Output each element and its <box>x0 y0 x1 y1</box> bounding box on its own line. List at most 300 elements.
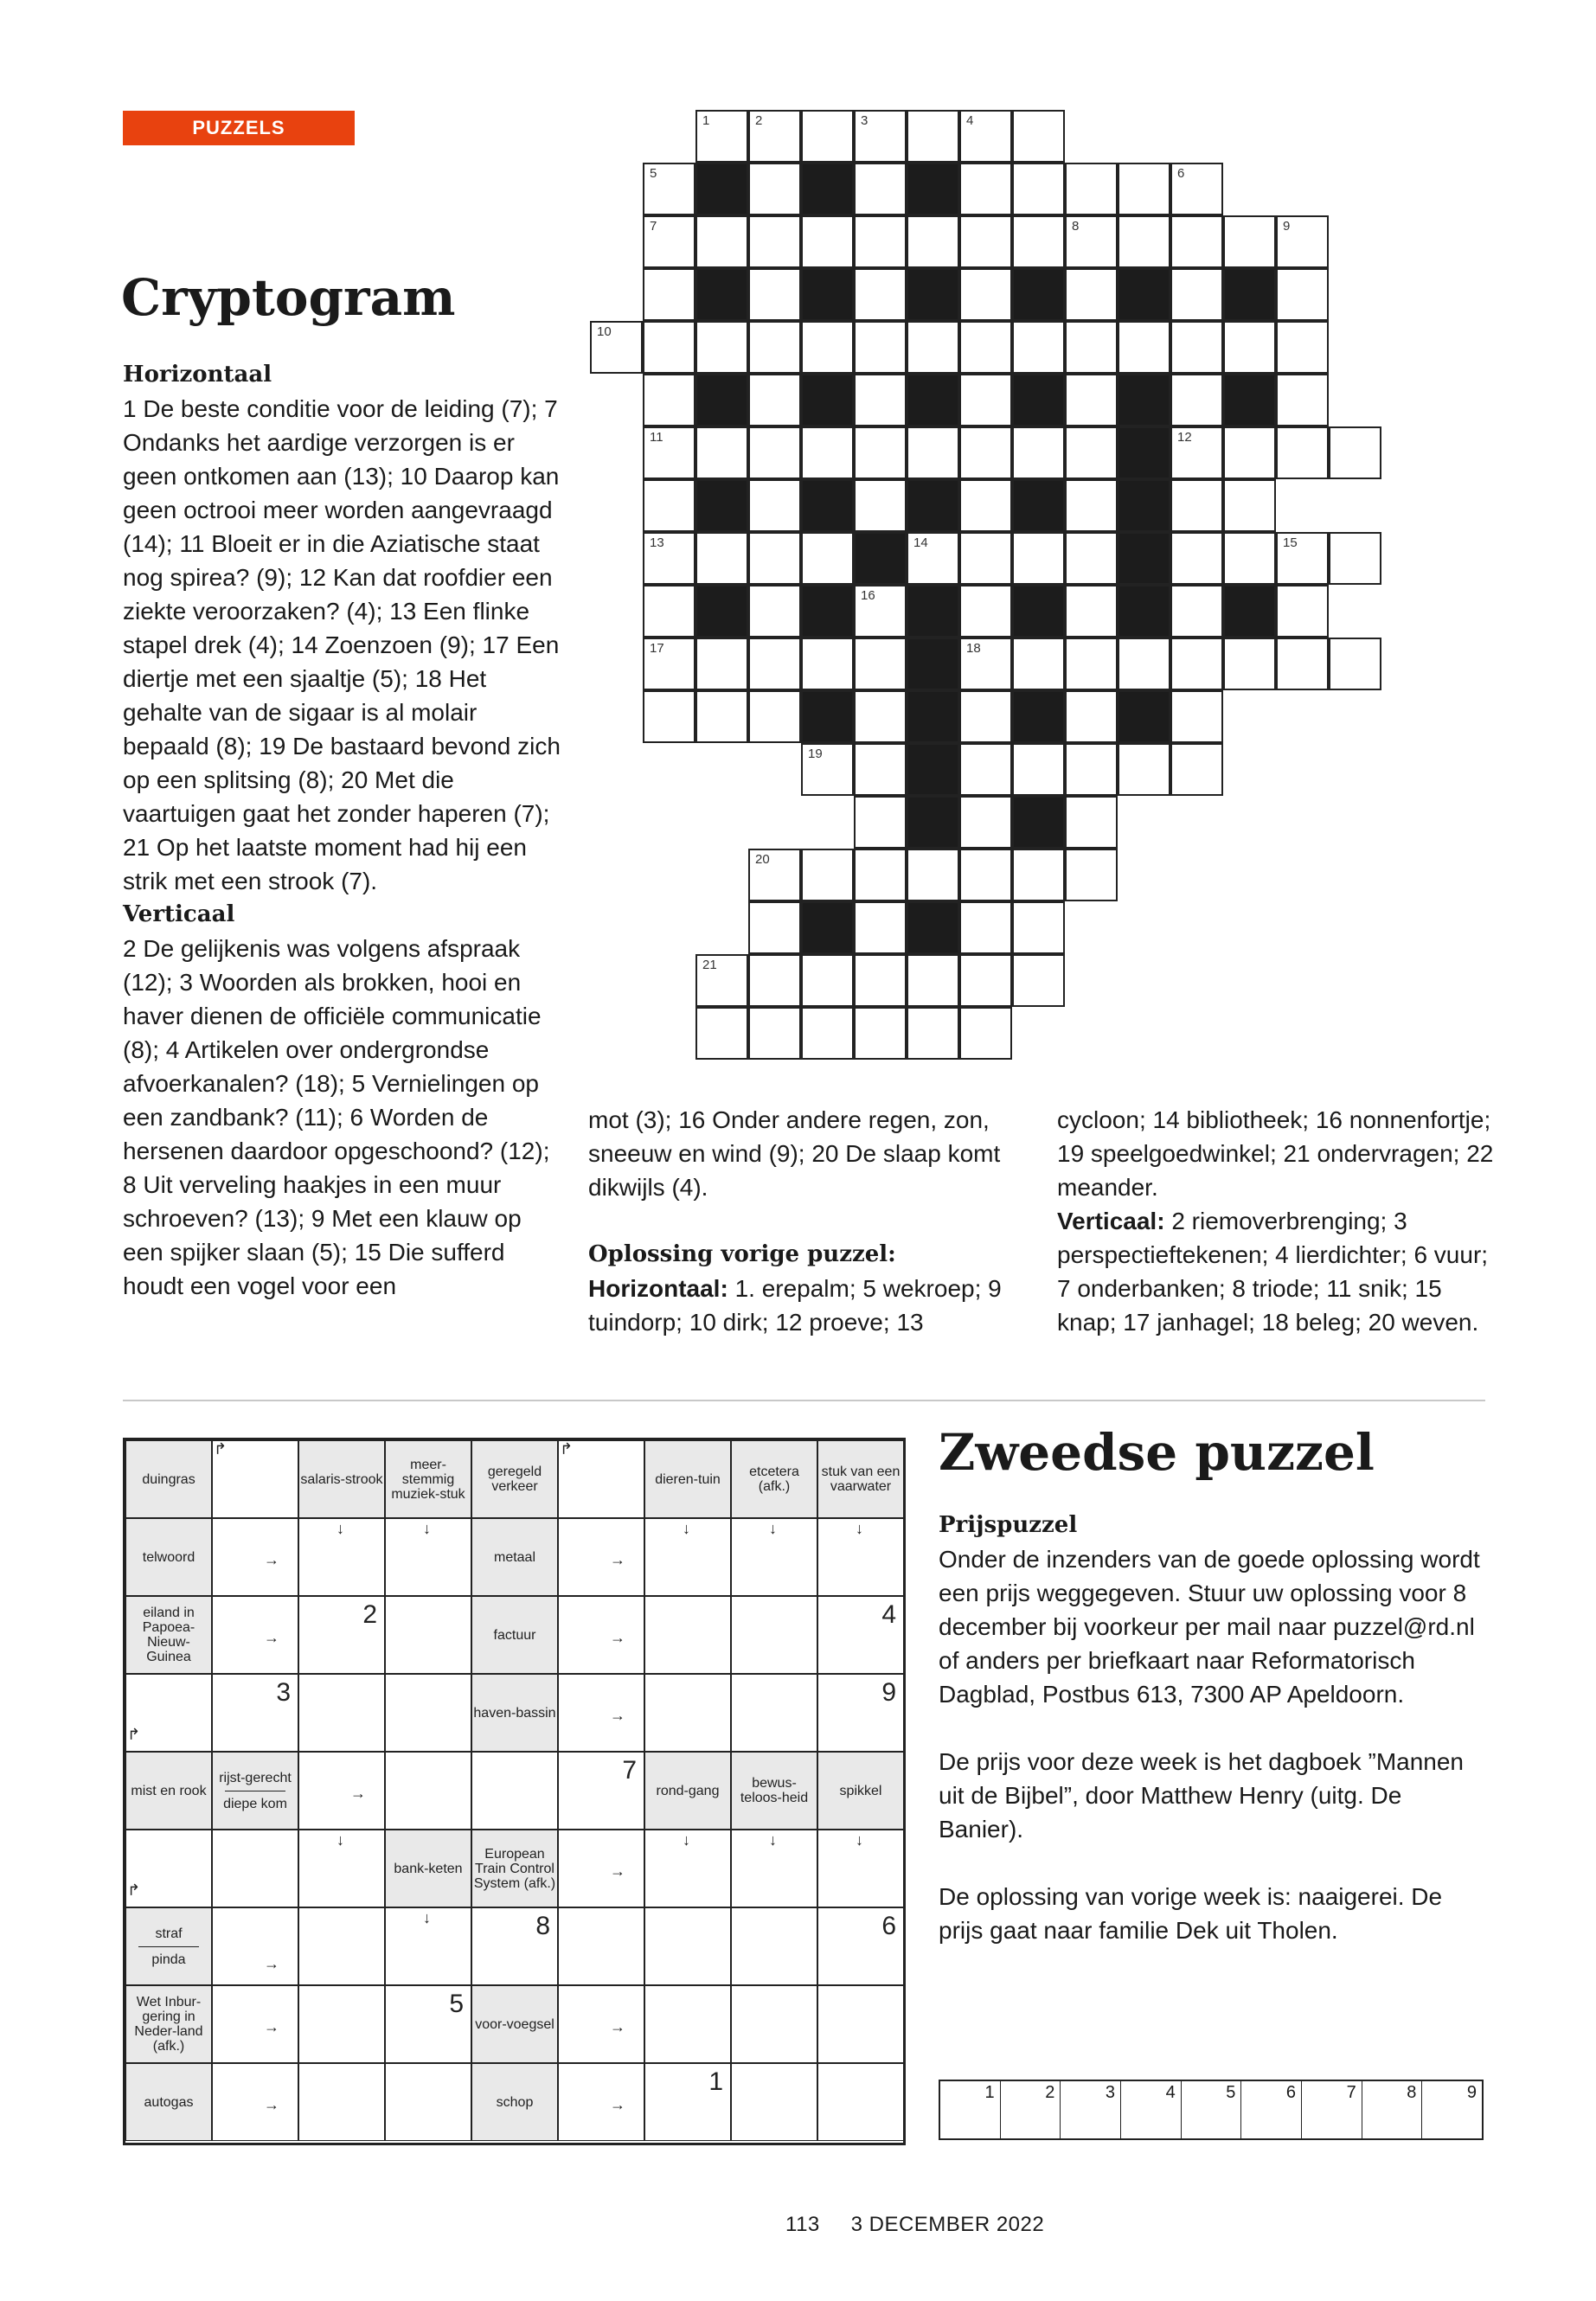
cryptogram-cell[interactable] <box>748 163 801 215</box>
cryptogram-cell[interactable] <box>643 215 695 268</box>
zweedse-clue-text: bank-keten <box>394 1861 463 1876</box>
cryptogram-cell[interactable] <box>959 638 1012 690</box>
zweedse-clue-text: voor-voegsel <box>475 2016 554 2032</box>
cryptogram-clues-column-1 <box>123 358 564 1303</box>
zweedse-cell-number: 8 <box>535 1912 550 1940</box>
solution-box[interactable]: 3 <box>1061 2081 1121 2138</box>
cryptogram-cell[interactable] <box>959 1007 1012 1060</box>
cryptogram-black-cell <box>695 479 748 532</box>
cryptogram-cell-number: 17 <box>650 641 664 656</box>
cryptogram-cell[interactable] <box>959 690 1012 743</box>
cryptogram-cell[interactable] <box>854 585 907 638</box>
cryptogram-cell[interactable] <box>695 215 748 268</box>
cryptogram-cell[interactable] <box>643 690 695 743</box>
cryptogram-cell[interactable] <box>959 268 1012 321</box>
clue-separator <box>138 1946 199 1947</box>
cryptogram-cell[interactable] <box>1118 321 1170 374</box>
issue-date: 3 DECEMBER 2022 <box>850 2213 1045 2236</box>
cryptogram-cell[interactable] <box>1276 532 1329 585</box>
cryptogram-black-cell <box>854 532 907 585</box>
cryptogram-cell[interactable] <box>1012 532 1065 585</box>
zweedse-answer-cell[interactable] <box>817 2063 904 2141</box>
cryptogram-cell[interactable] <box>1065 426 1118 479</box>
cryptogram-cell[interactable] <box>1276 321 1329 374</box>
cryptogram-cell[interactable] <box>748 954 801 1007</box>
zweedse-answer-cell[interactable] <box>385 1752 471 1830</box>
cryptogram-cell[interactable] <box>748 690 801 743</box>
zweedse-answer-cell[interactable] <box>212 1830 298 1907</box>
zweedse-cell-number: 1 <box>708 2067 723 2096</box>
cryptogram-cell[interactable] <box>1223 479 1276 532</box>
cryptogram-cell[interactable] <box>1012 215 1065 268</box>
cryptogram-black-cell <box>907 374 959 426</box>
zweedse-clue-cell <box>471 1674 558 1752</box>
solution-box[interactable]: 1 <box>940 2081 1001 2138</box>
cryptogram-cell[interactable] <box>1065 743 1118 796</box>
cryptogram-cell[interactable] <box>1065 163 1118 215</box>
zweedse-clue-cell <box>644 1752 731 1830</box>
arrow-right-icon: → <box>610 1551 625 1568</box>
zweedse-answer-cell[interactable] <box>558 2063 644 2141</box>
cryptogram-black-cell <box>1012 690 1065 743</box>
cryptogram-cell[interactable] <box>748 374 801 426</box>
cryptogram-cell[interactable] <box>959 374 1012 426</box>
zweedse-answer-cell[interactable] <box>298 1985 385 2063</box>
cryptogram-black-cell <box>695 268 748 321</box>
cryptogram-black-cell <box>801 585 854 638</box>
cryptogram-cell[interactable] <box>959 849 1012 901</box>
cryptogram-cell[interactable] <box>959 532 1012 585</box>
zweedse-clue-cell <box>731 1752 817 1830</box>
cryptogram-cell-number: 21 <box>702 958 717 972</box>
zweedse-answer-cell[interactable] <box>212 2063 298 2141</box>
cryptogram-cell[interactable] <box>1170 532 1223 585</box>
cryptogram-cell[interactable] <box>959 215 1012 268</box>
zweedse-puzzel-grid <box>123 1438 906 2145</box>
zweedse-cell-number: 3 <box>276 1678 291 1707</box>
zweedse-answer-cell[interactable] <box>558 1907 644 1985</box>
zweedse-answer-cell[interactable] <box>558 1830 644 1907</box>
cryptogram-black-cell <box>801 268 854 321</box>
zweedse-answer-cell[interactable] <box>644 1907 731 1985</box>
cryptogram-cell[interactable] <box>854 268 907 321</box>
cryptogram-cell-number: 5 <box>650 166 657 181</box>
arrow-bent-icon: ↱ <box>214 1440 228 1458</box>
cryptogram-cell[interactable] <box>801 321 854 374</box>
cryptogram-cell[interactable] <box>801 954 854 1007</box>
cryptogram-cell[interactable] <box>643 638 695 690</box>
cryptogram-cell-number: 3 <box>861 113 869 128</box>
zweedse-clue-cell <box>471 1440 558 1518</box>
zweedse-answer-cell[interactable] <box>817 1596 904 1674</box>
zweedse-answer-cell[interactable] <box>731 1674 817 1752</box>
cryptogram-cell[interactable] <box>1065 796 1118 849</box>
cryptogram-cell[interactable] <box>748 901 801 954</box>
cryptogram-cell[interactable] <box>1118 638 1170 690</box>
cryptogram-cell[interactable] <box>1118 163 1170 215</box>
cryptogram-cell[interactable] <box>854 743 907 796</box>
cryptogram-cell[interactable] <box>643 374 695 426</box>
arrow-bent-icon: ↱ <box>127 1881 141 1899</box>
zweedse-answer-cell[interactable] <box>212 1985 298 2063</box>
cryptogram-cell[interactable] <box>959 796 1012 849</box>
cryptogram-cell[interactable] <box>748 321 801 374</box>
cryptogram-cell[interactable] <box>643 268 695 321</box>
zweedse-clue-cell <box>471 1985 558 2063</box>
cryptogram-cell-number: 12 <box>1177 430 1192 445</box>
zweedse-clue-text: etcetera (afk.) <box>749 1465 799 1494</box>
zweedse-answer-cell[interactable] <box>298 1907 385 1985</box>
arrow-right-icon: → <box>610 1862 625 1880</box>
cryptogram-cell[interactable] <box>643 163 695 215</box>
previous-solution-continued: cycloon; 14 bibliotheek; 16 nonnenfortje; 19 speelgoedwinkel; 21 ondervragen; 22 meander. <box>1057 1106 1494 1201</box>
cryptogram-cell[interactable] <box>695 954 748 1007</box>
cryptogram-cell[interactable] <box>695 110 748 163</box>
cryptogram-black-cell <box>801 690 854 743</box>
cryptogram-cell[interactable] <box>590 321 643 374</box>
zweedse-answer-cell[interactable] <box>817 1985 904 2063</box>
cryptogram-black-cell <box>1012 374 1065 426</box>
cryptogram-cell-number: 9 <box>1283 219 1291 234</box>
zweedse-answer-cell[interactable] <box>644 2063 731 2141</box>
zweedse-answer-cell[interactable] <box>731 1985 817 2063</box>
cryptogram-cell[interactable] <box>1012 638 1065 690</box>
cryptogram-cell[interactable] <box>1012 901 1065 954</box>
zweedse-clue-cell <box>125 1752 212 1830</box>
cryptogram-cell[interactable] <box>1329 532 1381 585</box>
zweedse-answer-cell[interactable] <box>298 2063 385 2141</box>
arrow-down-icon: ↓ <box>423 1520 431 1537</box>
cryptogram-cell[interactable] <box>1012 426 1065 479</box>
cryptogram-cell[interactable] <box>907 110 959 163</box>
arrow-right-icon: → <box>264 1629 279 1646</box>
arrow-down-icon: ↓ <box>856 1520 863 1537</box>
cryptogram-cell[interactable] <box>854 638 907 690</box>
cryptogram-cell[interactable] <box>959 321 1012 374</box>
cryptogram-cell-number: 15 <box>1283 535 1298 550</box>
cryptogram-cell[interactable] <box>1012 849 1065 901</box>
cryptogram-cell[interactable] <box>854 110 907 163</box>
cryptogram-cell[interactable] <box>748 215 801 268</box>
cryptogram-cell[interactable] <box>959 954 1012 1007</box>
zweedse-answer-cell[interactable] <box>558 1596 644 1674</box>
cryptogram-cell[interactable] <box>1170 743 1223 796</box>
cryptogram-cell-number: 2 <box>755 113 763 128</box>
cryptogram-cell-number: 8 <box>1072 219 1080 234</box>
zweedse-clue-cell <box>471 1518 558 1596</box>
cryptogram-cell[interactable] <box>695 1007 748 1060</box>
arrow-bent-icon: ↱ <box>127 1726 141 1743</box>
cryptogram-cell[interactable] <box>1223 426 1276 479</box>
cryptogram-cell[interactable] <box>695 638 748 690</box>
zweedse-clue-text: geregeld verkeer <box>487 1465 542 1494</box>
zweedse-clue-text: schop <box>496 2094 534 2110</box>
arrow-right-icon: → <box>610 1629 625 1646</box>
cryptogram-black-cell <box>907 690 959 743</box>
zweedse-clue-text: mist en rook <box>131 1783 207 1798</box>
arrow-down-icon: ↓ <box>337 1831 344 1849</box>
zweedse-answer-cell[interactable] <box>385 2063 471 2141</box>
cryptogram-cell[interactable] <box>695 321 748 374</box>
cryptogram-cell[interactable] <box>959 585 1012 638</box>
cryptogram-cell-number: 11 <box>650 430 663 445</box>
cryptogram-cell[interactable] <box>1223 321 1276 374</box>
zweedse-answer-cell[interactable] <box>212 1674 298 1752</box>
cryptogram-cell[interactable] <box>907 426 959 479</box>
cryptogram-cell[interactable] <box>854 954 907 1007</box>
cryptogram-cell[interactable] <box>854 374 907 426</box>
zweedse-clue-cell <box>385 1830 471 1907</box>
prijspuzzel-instructions: Onder de inzenders van de goede oplossing wordt een prijs weggegeven. Stuur uw oplossing voor 8 december bij voorkeur per mail naar puzzel@rd.nl of anders per briefkaart naar Reformatorisch Dagblad, Postbus 613, 7300 AP Apeldoorn. <box>939 1546 1480 1708</box>
cryptogram-black-cell <box>1012 268 1065 321</box>
page-footer <box>785 2213 1044 2237</box>
cryptogram-cell[interactable] <box>1170 268 1223 321</box>
cryptogram-cell[interactable] <box>1170 374 1223 426</box>
cryptogram-cell-number: 10 <box>597 324 612 339</box>
zweedse-cell-number: 2 <box>362 1600 377 1629</box>
cryptogram-cell[interactable] <box>1276 215 1329 268</box>
zweedse-answer-cell[interactable] <box>644 1674 731 1752</box>
prijs-description: De prijs voor deze week is het dagboek ”Mannen uit de Bijbel”, door Matthew Henry (uitg. De Banier). <box>939 1748 1465 1843</box>
zweedse-clue-cell <box>385 1440 471 1518</box>
zweedse-answer-cell[interactable] <box>212 1907 298 1985</box>
arrow-down-icon: ↓ <box>683 1520 690 1537</box>
page-number: 113 <box>785 2213 820 2236</box>
cryptogram-cell[interactable] <box>1170 479 1223 532</box>
zweedse-clue-text: metaal <box>493 1549 536 1565</box>
zweedse-answer-cell[interactable] <box>298 1596 385 1674</box>
arrow-bent-icon: ↱ <box>560 1440 574 1458</box>
cryptogram-cell[interactable] <box>1170 163 1223 215</box>
verticaal-heading: Verticaal <box>123 901 235 927</box>
cryptogram-cell[interactable] <box>1118 743 1170 796</box>
zweedse-clue-text: duingras <box>142 1471 195 1487</box>
cryptogram-cell[interactable] <box>907 321 959 374</box>
cryptogram-solution-column-3 <box>1057 1103 1507 1339</box>
cryptogram-cell[interactable] <box>1065 638 1118 690</box>
cryptogram-cell[interactable] <box>854 690 907 743</box>
zweedse-clue-cell <box>125 1596 212 1674</box>
cryptogram-cell[interactable] <box>748 479 801 532</box>
zweedse-answer-cell[interactable] <box>471 1907 558 1985</box>
cryptogram-cell[interactable] <box>959 901 1012 954</box>
section-tag: PUZZELS <box>123 111 355 145</box>
cryptogram-cell[interactable] <box>1223 638 1276 690</box>
cryptogram-cell[interactable] <box>907 1007 959 1060</box>
cryptogram-cell[interactable] <box>1065 479 1118 532</box>
cryptogram-cell[interactable] <box>907 849 959 901</box>
horizontaal-heading: Horizontaal <box>123 362 272 388</box>
cryptogram-cell[interactable] <box>748 585 801 638</box>
cryptogram-cell[interactable] <box>907 954 959 1007</box>
previous-solution-heading: Oplossing vorige puzzel: <box>588 1241 896 1267</box>
cryptogram-cell[interactable] <box>643 532 695 585</box>
zweedse-answer-cell[interactable] <box>644 1985 731 2063</box>
cryptogram-cell[interactable] <box>854 479 907 532</box>
cryptogram-cell[interactable] <box>1276 426 1329 479</box>
zweedse-answer-cell[interactable] <box>385 1596 471 1674</box>
cryptogram-cell[interactable] <box>1170 321 1223 374</box>
zweedse-answer-cell[interactable] <box>558 1752 644 1830</box>
cryptogram-cell[interactable] <box>1012 743 1065 796</box>
zweedse-answer-cell[interactable] <box>817 1674 904 1752</box>
cryptogram-cell[interactable] <box>854 215 907 268</box>
cryptogram-cell[interactable] <box>801 215 854 268</box>
section-divider <box>123 1400 1485 1401</box>
cryptogram-cell-number: 20 <box>755 852 770 867</box>
cryptogram-cell-number: 19 <box>808 747 823 761</box>
zweedse-answer-cell[interactable] <box>558 1674 644 1752</box>
cryptogram-cell[interactable] <box>1170 690 1223 743</box>
cryptogram-cell[interactable] <box>695 532 748 585</box>
zweedse-answer-cell[interactable] <box>298 1674 385 1752</box>
previous-solution-verticaal: 2 riemoverbrenging; 3 perspectieftekenen; 4 lierdichter; 6 vuur; 7 onderbanken; 8 triode; 11 snik; 15 knap; 17 janhagel; 18 beleg; 20 weven. <box>1057 1208 1489 1336</box>
zweedse-answer-cell[interactable] <box>385 1985 471 2063</box>
cryptogram-cell[interactable] <box>1276 638 1329 690</box>
zweedse-answer-cell[interactable] <box>817 1907 904 1985</box>
solution-box[interactable]: 6 <box>1241 2081 1302 2138</box>
solution-box[interactable]: 9 <box>1466 2083 1477 2102</box>
cryptogram-clues-column-2 <box>588 1103 1038 1339</box>
cryptogram-cell[interactable] <box>1065 849 1118 901</box>
zweedse-answer-cell[interactable] <box>471 1752 558 1830</box>
cryptogram-cell[interactable] <box>1118 215 1170 268</box>
cryptogram-cell[interactable] <box>854 901 907 954</box>
cryptogram-cell[interactable] <box>643 479 695 532</box>
cryptogram-cell[interactable] <box>801 743 854 796</box>
cryptogram-cell[interactable] <box>801 110 854 163</box>
arrow-down-icon: ↓ <box>683 1831 690 1849</box>
cryptogram-cell-number: 13 <box>650 535 664 550</box>
cryptogram-cell[interactable] <box>695 426 748 479</box>
cryptogram-cell[interactable] <box>1329 638 1381 690</box>
cryptogram-cell[interactable] <box>854 321 907 374</box>
cryptogram-cell[interactable] <box>643 321 695 374</box>
zweedse-answer-cell[interactable] <box>298 1752 385 1830</box>
cryptogram-black-cell <box>907 479 959 532</box>
cryptogram-cell[interactable] <box>959 110 1012 163</box>
solution-box[interactable]: 5 <box>1182 2081 1242 2138</box>
cryptogram-cell[interactable] <box>854 1007 907 1060</box>
zweedse-cell-number: 6 <box>881 1912 896 1940</box>
zweedse-answer-cell[interactable] <box>644 1596 731 1674</box>
cryptogram-cell[interactable] <box>1170 426 1223 479</box>
zweedse-answer-cell[interactable] <box>731 1907 817 1985</box>
cryptogram-cell[interactable] <box>854 163 907 215</box>
cryptogram-cell[interactable] <box>643 585 695 638</box>
cryptogram-cell[interactable] <box>1065 321 1118 374</box>
cryptogram-cell[interactable] <box>1012 110 1065 163</box>
cryptogram-cell[interactable] <box>854 849 907 901</box>
cryptogram-cell[interactable] <box>907 215 959 268</box>
cryptogram-cell[interactable] <box>1065 690 1118 743</box>
cryptogram-black-cell <box>1223 268 1276 321</box>
cryptogram-cell[interactable] <box>1012 321 1065 374</box>
cryptogram-cell[interactable] <box>748 268 801 321</box>
cryptogram-cell[interactable] <box>1065 585 1118 638</box>
cryptogram-black-cell <box>907 163 959 215</box>
cryptogram-black-cell <box>1118 374 1170 426</box>
cryptogram-cell[interactable] <box>801 638 854 690</box>
cryptogram-black-cell <box>1118 690 1170 743</box>
zweedse-answer-cell[interactable] <box>385 1674 471 1752</box>
zweedse-answer-cell[interactable] <box>558 1518 644 1596</box>
cryptogram-cell[interactable] <box>748 532 801 585</box>
zweedse-clue-cell <box>125 1440 212 1518</box>
cryptogram-black-cell <box>1012 796 1065 849</box>
zweedse-answer-cell[interactable] <box>558 1985 644 2063</box>
cryptogram-cell[interactable] <box>1276 585 1329 638</box>
cryptogram-cell[interactable] <box>801 532 854 585</box>
cryptogram-cell[interactable] <box>1065 374 1118 426</box>
cryptogram-cell[interactable] <box>907 532 959 585</box>
arrow-right-icon: → <box>264 1551 279 1568</box>
cryptogram-cell[interactable] <box>801 849 854 901</box>
cryptogram-cell[interactable] <box>959 743 1012 796</box>
cryptogram-cell[interactable] <box>1012 954 1065 1007</box>
cryptogram-cell[interactable] <box>1276 374 1329 426</box>
cryptogram-cell[interactable] <box>1170 585 1223 638</box>
solution-box[interactable]: 2 <box>1001 2081 1061 2138</box>
cryptogram-cell[interactable] <box>1329 426 1381 479</box>
zweedse-clue-text: Wet Inbur-gering in Neder-land (afk.) <box>134 1995 203 2054</box>
zweedse-clue-cell <box>125 1907 212 1985</box>
cryptogram-cell[interactable] <box>959 479 1012 532</box>
cryptogram-black-cell <box>907 585 959 638</box>
cryptogram-cell[interactable] <box>748 426 801 479</box>
cryptogram-cell[interactable] <box>1170 215 1223 268</box>
cryptogram-cell[interactable] <box>748 638 801 690</box>
cryptogram-cell[interactable] <box>748 110 801 163</box>
arrow-down-icon: ↓ <box>337 1520 344 1537</box>
zweedse-clue-text: meer-stemmig muziek-stuk <box>391 1457 465 1502</box>
solution-box[interactable]: 8 <box>1362 2081 1423 2138</box>
cryptogram-cell[interactable] <box>854 426 907 479</box>
zweedse-cell-number: 9 <box>881 1678 896 1707</box>
cryptogram-cell[interactable] <box>1065 268 1118 321</box>
cryptogram-cell[interactable] <box>1223 532 1276 585</box>
cryptogram-cell[interactable] <box>1276 268 1329 321</box>
zweedse-clue-text: European Train Control System (afk.) <box>473 1846 556 1891</box>
zweedse-clue-text: spikkel <box>839 1783 882 1798</box>
cryptogram-cell[interactable] <box>1170 638 1223 690</box>
arrow-right-icon: → <box>264 1955 279 1972</box>
cryptogram-cell[interactable] <box>959 163 1012 215</box>
zweedse-answer-cell[interactable] <box>731 1596 817 1674</box>
solution-box[interactable]: 7 <box>1302 2081 1362 2138</box>
cryptogram-cell[interactable] <box>695 690 748 743</box>
cryptogram-cell[interactable] <box>1065 215 1118 268</box>
cryptogram-cell[interactable] <box>1012 163 1065 215</box>
cryptogram-cell[interactable] <box>959 426 1012 479</box>
zweedse-answer-cell[interactable] <box>212 1518 298 1596</box>
cryptogram-cell[interactable] <box>748 849 801 901</box>
cryptogram-cell[interactable] <box>801 1007 854 1060</box>
cryptogram-cell[interactable] <box>748 1007 801 1060</box>
zweedse-clue-text: straf <box>155 1926 183 1941</box>
cryptogram-cell[interactable] <box>854 796 907 849</box>
cryptogram-cell[interactable] <box>1223 215 1276 268</box>
zweedse-clue-cell <box>212 1752 298 1830</box>
zweedse-cell-number: 4 <box>881 1600 896 1629</box>
cryptogram-cell[interactable] <box>1065 532 1118 585</box>
zweedse-clue-text: bewus-teloos-heid <box>740 1776 809 1805</box>
zweedse-answer-cell[interactable] <box>212 1596 298 1674</box>
solution-box[interactable]: 4 <box>1121 2081 1182 2138</box>
cryptogram-cell[interactable] <box>801 426 854 479</box>
cryptogram-cell[interactable] <box>643 426 695 479</box>
zweedse-answer-cell[interactable] <box>731 2063 817 2141</box>
